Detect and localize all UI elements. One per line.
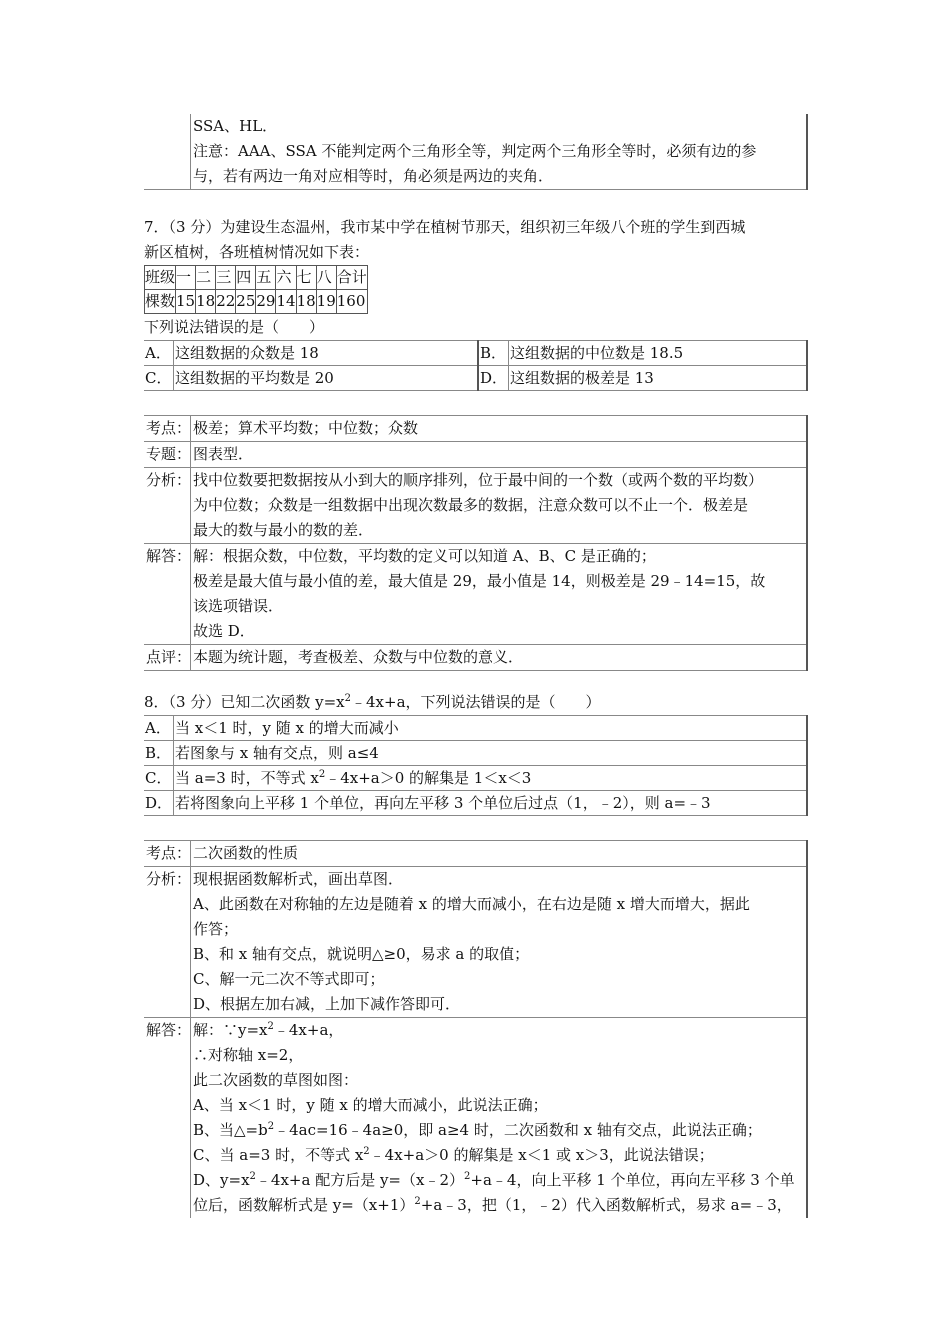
q8-option-a[interactable]: 当 x＜1 时，y 随 x 的增大而减小 (174, 716, 808, 741)
q7-kaodian: 极差；算术平均数；中位数；众数 (191, 416, 808, 442)
q8-fenxi-label: 分析： (144, 867, 191, 1018)
q7-dianping-label: 点评： (144, 645, 191, 671)
q8-kaodian: 二次函数的性质 (191, 841, 808, 867)
prev-line-1: SSA、HL． (191, 114, 808, 139)
q7-tree-table (144, 265, 368, 314)
q8-option-a-letter: A． (144, 716, 174, 741)
q7-stem-line-1: 7．（3 分）为建设生态温州，我市某中学在植树节那天，组织初三年级八个班的学生到西城 (144, 218, 746, 236)
q7-jieda-label: 解答： (144, 544, 191, 645)
q7-fenxi-label: 分析： (144, 468, 191, 544)
q7-option-a[interactable]: 这组数据的众数是 18 (174, 341, 479, 366)
q7-analysis (144, 415, 808, 671)
q7-tree-table-header: 班级 一 二 三 四 五 六 七 八 合计 (145, 266, 368, 290)
q8-analysis (144, 840, 808, 1218)
q7-fenxi: 找中位数要把数据按从小到大的顺序排列，位于最中间的一个数（或两个数的平均数） 为中位数；众数是一组数据中出现次数最多的数据，注意众数可以不止一个．极差是 最大的数与最小的数的差． (191, 468, 808, 544)
q7-kaodian-label: 考点： (144, 416, 191, 442)
q8-option-d[interactable]: 若将图象向上平移 1 个单位，再向左平移 3 个单位后过点（1，﹣2），则 a=﹣3 (174, 791, 808, 816)
q7-option-a-letter: A． (144, 341, 174, 366)
q7-option-b[interactable]: 这组数据的中位数是 18.5 (509, 341, 808, 366)
q7-jieda: 解：根据众数，中位数，平均数的定义可以知道 A、B、C 是正确的； 极差是最大值与最小值的差，最大值是 29，最小值是 14，则极差是 29﹣14=15，故 该选项错误． 故选 D． (191, 544, 808, 645)
q7-ask: 下列说法错误的是（ ） (144, 318, 325, 336)
q7-zhuanti: 图表型． (191, 442, 808, 468)
q8-fenxi: 现根据函数解析式，画出草图． A、此函数在对称轴的左边是随着 x 的增大而减小，在右边是随 x 增大而增大，据此 作答； B、和 x 轴有交点，就说明△≥0，易求 a 的取值； C、解一元二次不等式即可； D、根据左加右减，上加下减作答即可． (191, 867, 808, 1018)
q8-kaodian-label: 考点： (144, 841, 191, 867)
q8-stem: 8．（3 分）已知二次函数 $y=x^2﹣4x+a$，下列说法错误的是（ ） (144, 693, 601, 711)
q7-stem (144, 215, 808, 265)
q8-jieda: 解：$\because y=x^2﹣4x+a$， ∴对称轴 x=2， 此二次函数的草图如图： A、当 x＜1 时，y 随 x 的增大而减小，此说法正确； B、当$\triangle=b^2﹣4ac=16﹣4a\ge 0$，即 a≥4 时，二次函数和 x 轴有交点，此说法正确； C、当 a=3 时，不等式 $x^2﹣4x+a>0$ 的解集是 x＜1 或 x＞3，此说法错误； D、$y=x^2﹣4x+a$ 配方后是 y=（x﹣2）$^2$+a﹣4，向上平移 1 个单位，再向左平移 3 个单 位后，函数解析式是 $y=(x+1)^2+a﹣3$，把（1，﹣2）代入函数解析式，易求 a=﹣3， (191, 1018, 808, 1219)
q7-option-b-letter: B． (478, 341, 509, 366)
q7-option-c-letter: C． (144, 366, 174, 391)
q7-options (144, 340, 808, 391)
q8-options (144, 715, 808, 816)
prev-line-3: 与，若有两边一角对应相等时，角必须是两边的夹角． (193, 167, 554, 185)
q8-option-c[interactable]: 当 a=3 时，不等式 $x^2﹣4x+a>0$ 的解集是 1＜x＜3 (174, 766, 808, 791)
q8-jieda-label: 解答： (144, 1018, 191, 1219)
q8-option-b-letter: B． (144, 741, 174, 766)
q7-tree-table-row: 棵数 15 18 22 25 29 14 18 19 160 (145, 290, 368, 314)
prev-analysis-box (144, 114, 808, 190)
q7-option-c[interactable]: 这组数据的平均数是 20 (174, 366, 479, 391)
prev-line-2: 注意：AAA、SSA 不能判定两个三角形全等，判定两个三角形全等时，必须有边的参 (193, 142, 757, 160)
q8-option-c-letter: C． (144, 766, 174, 791)
q8-option-b[interactable]: 若图象与 x 轴有交点，则 a≤4 (174, 741, 808, 766)
q7-option-d[interactable]: 这组数据的极差是 13 (509, 366, 808, 391)
q7-zhuanti-label: 专题： (144, 442, 191, 468)
q8-option-d-letter: D． (144, 791, 174, 816)
q7-stem-line-2: 新区植树，各班植树情况如下表： (144, 243, 370, 261)
q7-dianping: 本题为统计题，考查极差、众数与中位数的意义． (191, 645, 808, 671)
q7-option-d-letter: D． (478, 366, 509, 391)
